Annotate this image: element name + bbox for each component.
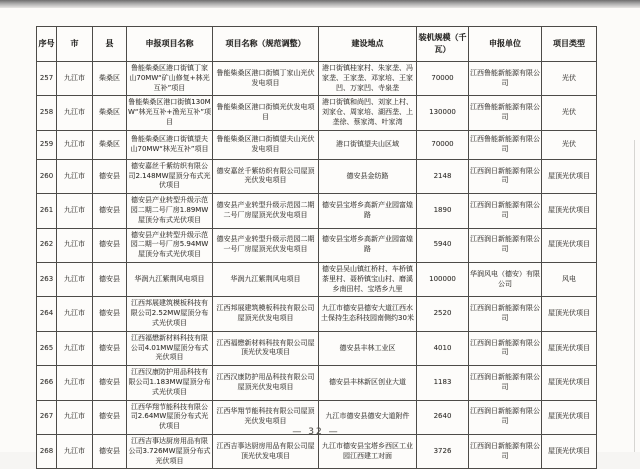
cell-applicant: 江西润日新能源有限公司 <box>469 366 542 400</box>
cell-county: 德安县 <box>93 194 127 228</box>
cell-county: 德安县 <box>93 297 127 331</box>
cell-standard_name: 鲁能柴桑区港口街镇光伏发电项目 <box>213 96 319 130</box>
document-page <box>0 8 640 465</box>
cell-standard_name: 德安县产业转型升级示范园二期一号厂房屋顶光伏发电项目 <box>213 228 319 262</box>
cell-city: 九江市 <box>57 228 93 262</box>
cell-capacity_kw: 70000 <box>417 62 469 96</box>
cell-county: 德安县 <box>93 228 127 262</box>
cell-type: 光伏 <box>542 96 597 130</box>
table-row <box>37 366 597 400</box>
cell-county: 柴桑区 <box>93 62 127 96</box>
cell-declared_name: 德安嘉丝千紫纺织有限公司2.148MW屋顶分布式光伏项目 <box>127 159 213 193</box>
cell-county: 德安县 <box>93 159 127 193</box>
table-row <box>37 297 597 331</box>
cell-county: 德安县 <box>93 434 127 468</box>
cell-location: 德安县丰林工业区 <box>319 331 417 365</box>
cell-applicant: 江西润日新能源有限公司 <box>469 297 542 331</box>
cell-no: 266 <box>37 366 57 400</box>
column-header: 县 <box>93 27 127 62</box>
table-body <box>37 62 597 469</box>
cell-capacity_kw: 1183 <box>417 366 469 400</box>
cell-type: 光伏 <box>542 130 597 159</box>
cell-no: 262 <box>37 228 57 262</box>
cell-city: 九江市 <box>57 400 93 434</box>
cell-declared_name: 江西邦展建筑模板科技有限公司2.52MW屋顶分布式光伏项目 <box>127 297 213 331</box>
cell-county: 德安县 <box>93 400 127 434</box>
scan-right-edge-artifact <box>634 140 635 452</box>
cell-no: 257 <box>37 62 57 96</box>
cell-type: 屋顶光伏项目 <box>542 434 597 468</box>
cell-type: 屋顶光伏项目 <box>542 400 597 434</box>
cell-applicant: 江西润日新能源有限公司 <box>469 194 542 228</box>
cell-city: 九江市 <box>57 297 93 331</box>
cell-declared_name: 德安县产业转型升级示范园二期一号厂房5.94MW屋顶分布式光伏项目 <box>127 228 213 262</box>
cell-standard_name: 德安嘉丝千紫纺织有限公司屋顶光伏发电项目 <box>213 159 319 193</box>
cell-declared_name: 华润九江紫荆风电项目 <box>127 262 213 296</box>
cell-declared_name: 德安县产业转型升级示范园二期二号厂房1.89MW屋顶分布式光伏项目 <box>127 194 213 228</box>
cell-type: 屋顶光伏项目 <box>542 194 597 228</box>
column-header: 项目类型 <box>542 27 597 62</box>
cell-no: 261 <box>37 194 57 228</box>
cell-no: 263 <box>37 262 57 296</box>
cell-applicant: 华润风电（德安）有限公司 <box>469 262 542 296</box>
cell-county: 柴桑区 <box>93 96 127 130</box>
cell-location: 德安县宝塔乡高新产业园富煌路 <box>319 194 417 228</box>
cell-standard_name: 鲁能柴桑区港口街镇丁家山光伏发电项目 <box>213 62 319 96</box>
cell-applicant: 江西鲁能新能源有限公司 <box>469 130 542 159</box>
cell-standard_name: 华润九江紫荆风电项目 <box>213 262 319 296</box>
cell-declared_name: 鲁能柴桑区港口街镇望夫山70MW“林光互补”项目 <box>127 130 213 159</box>
cell-capacity_kw: 4010 <box>417 331 469 365</box>
header-row <box>37 27 597 62</box>
cell-location: 港口街镇桂家村、朱家垄、冯家垄、王家垄、邓家培、王家凹、万家凹、寺泉垄 <box>319 62 417 96</box>
cell-county: 柴桑区 <box>93 130 127 159</box>
cell-capacity_kw: 100000 <box>417 262 469 296</box>
cell-applicant: 江西鲁能新能源有限公司 <box>469 62 542 96</box>
column-header: 项目名称（规范调整） <box>213 27 319 62</box>
column-header: 序号 <box>37 27 57 62</box>
cell-city: 九江市 <box>57 262 93 296</box>
column-header: 市 <box>57 27 93 62</box>
cell-location: 港口街镇望夫山区域 <box>319 130 417 159</box>
cell-no: 259 <box>37 130 57 159</box>
cell-location: 九江市德安县德安大道附件 <box>319 400 417 434</box>
cell-standard_name: 江西邦展建筑模板科技有限公司屋顶光伏发电项目 <box>213 297 319 331</box>
cell-city: 九江市 <box>57 62 93 96</box>
cell-standard_name: 江西吉事达厨房用品有限公司屋顶光伏发电项目 <box>213 434 319 468</box>
cell-applicant: 江西鲁能新能源有限公司 <box>469 96 542 130</box>
cell-standard_name: 德安县产业转型升级示范园二期二号厂房屋顶光伏发电项目 <box>213 194 319 228</box>
cell-location: 港口街镇和尚凹、刘家上村、刘家仓、周家培、湖西垄、上垄徐、蔡家湾、叶家湾 <box>319 96 417 130</box>
cell-declared_name: 江西福懋新材料科技有限公司4.01MW屋顶分布式光伏项目 <box>127 331 213 365</box>
cell-capacity_kw: 2148 <box>417 159 469 193</box>
cell-type: 屋顶光伏项目 <box>542 297 597 331</box>
cell-applicant: 江西润日新能源有限公司 <box>469 228 542 262</box>
cell-standard_name: 鲁能柴桑区港口街镇望夫山光伏发电项目 <box>213 130 319 159</box>
column-header: 建设地点 <box>319 27 417 62</box>
cell-city: 九江市 <box>57 159 93 193</box>
column-header: 申报单位 <box>469 27 542 62</box>
cell-capacity_kw: 1890 <box>417 194 469 228</box>
cell-applicant: 江西润日新能源有限公司 <box>469 434 542 468</box>
cell-type: 屋顶光伏项目 <box>542 366 597 400</box>
table-row <box>37 228 597 262</box>
table-row <box>37 331 597 365</box>
cell-applicant: 江西润日新能源有限公司 <box>469 331 542 365</box>
cell-location: 德安县丰林新区创业大道 <box>319 366 417 400</box>
cell-no: 264 <box>37 297 57 331</box>
cell-applicant: 江西润日新能源有限公司 <box>469 400 542 434</box>
page-number: — 32 — <box>292 427 340 437</box>
cell-city: 九江市 <box>57 194 93 228</box>
cell-declared_name: 江西华翔节能科技有限公司2.64MW屋顶分布式光伏项目 <box>127 400 213 434</box>
cell-type: 屋顶光伏项目 <box>542 159 597 193</box>
cell-city: 九江市 <box>57 96 93 130</box>
cell-county: 德安县 <box>93 331 127 365</box>
cell-city: 九江市 <box>57 366 93 400</box>
cell-county: 德安县 <box>93 262 127 296</box>
cell-declared_name: 江西汉康防护用品科技有限公司1.183MW屋顶分布式光伏项目 <box>127 366 213 400</box>
cell-city: 九江市 <box>57 331 93 365</box>
cell-no: 268 <box>37 434 57 468</box>
cell-no: 267 <box>37 400 57 434</box>
cell-location: 德安县吴山镇红桥村、车桥镇茶里村、聂桥镇宝山村、磨溪乡南田村、宝塔乡九里 <box>319 262 417 296</box>
cell-standard_name: 江西福懋新材料科技有限公司屋顶光伏发电项目 <box>213 331 319 365</box>
cell-location: 德安县宝塔乡高新产业园富煌路 <box>319 228 417 262</box>
cell-standard_name: 江西华翔节能科技有限公司屋顶光伏发电项目 <box>213 400 319 434</box>
cell-type: 光伏 <box>542 62 597 96</box>
cell-no: 260 <box>37 159 57 193</box>
cell-type: 风电 <box>542 262 597 296</box>
cell-capacity_kw: 70000 <box>417 130 469 159</box>
cell-no: 258 <box>37 96 57 130</box>
cell-capacity_kw: 3726 <box>417 434 469 468</box>
cell-capacity_kw: 130000 <box>417 96 469 130</box>
table-header <box>37 27 597 62</box>
column-header: 申报项目名称 <box>127 27 213 62</box>
cell-capacity_kw: 2640 <box>417 400 469 434</box>
cell-applicant: 江西润日新能源有限公司 <box>469 159 542 193</box>
cell-location: 九江市德安县宝塔乡西区工业园江西建工对面 <box>319 434 417 468</box>
cell-declared_name: 鲁能柴桑区港口街镇130MW“林光互补+渔光互补”项目 <box>127 96 213 130</box>
table-row <box>37 159 597 193</box>
table-row <box>37 130 597 159</box>
cell-declared_name: 江西吉事达厨房用品有限公司3.726MW屋顶分布式光伏项目 <box>127 434 213 468</box>
cell-type: 屋顶光伏项目 <box>542 331 597 365</box>
cell-location: 德安县金纺路 <box>319 159 417 193</box>
cell-city: 九江市 <box>57 130 93 159</box>
cell-declared_name: 鲁能柴桑区港口街镇丁家山70MW“矿山修复+林光互补”项目 <box>127 62 213 96</box>
table-row <box>37 96 597 130</box>
cell-location: 九江市德安县德安大道江西水土保持生态科技园南侧约30米 <box>319 297 417 331</box>
cell-city: 九江市 <box>57 434 93 468</box>
table-row <box>37 194 597 228</box>
project-table <box>36 26 597 469</box>
cell-county: 德安县 <box>93 366 127 400</box>
column-header: 装机规模（千瓦） <box>417 27 469 62</box>
table-row <box>37 62 597 96</box>
cell-capacity_kw: 2520 <box>417 297 469 331</box>
cell-capacity_kw: 5940 <box>417 228 469 262</box>
table-row <box>37 262 597 296</box>
cell-type: 屋顶光伏项目 <box>542 228 597 262</box>
cell-no: 265 <box>37 331 57 365</box>
cell-standard_name: 江西汉康防护用品科技有限公司屋顶光伏发电项目 <box>213 366 319 400</box>
